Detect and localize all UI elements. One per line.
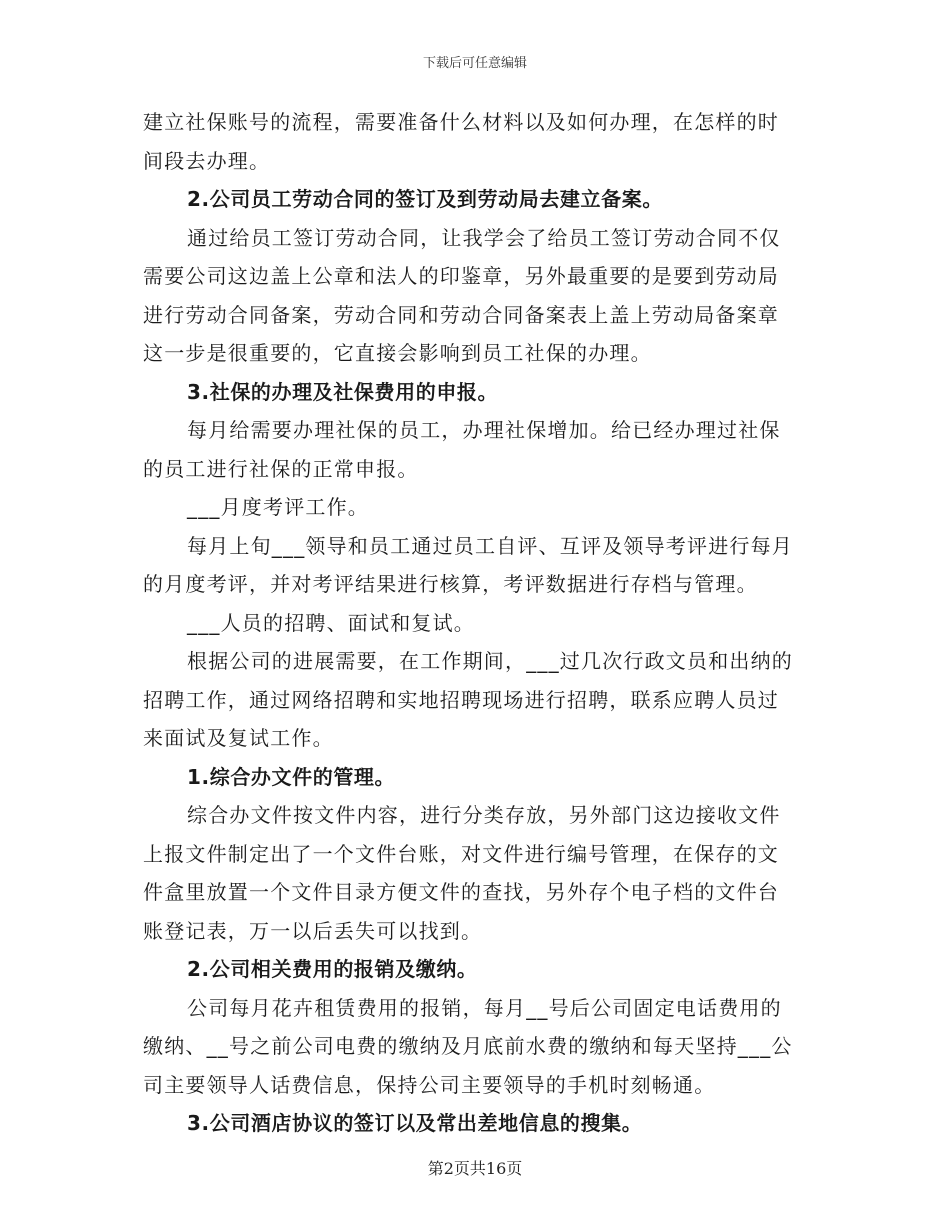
- paragraph-line: 来面试及复试工作。: [143, 726, 334, 750]
- paragraph-line: 每月给需要办理社保的员工，办理社保增加。给已经办理过社保: [187, 418, 781, 442]
- section-heading: 2.公司员工劳动合同的签订及到劳动局去建立备案。: [187, 187, 663, 211]
- page-footer: 第2页共16页: [427, 1159, 523, 1178]
- paragraph-line: 司主要领导人话费信息，保持公司主要领导的手机时刻畅通。: [143, 1072, 716, 1097]
- paragraph-line: 这一步是很重要的，它直接会影响到员工社保的办理。: [143, 341, 652, 365]
- page-header: 下载后可任意编辑: [422, 56, 527, 71]
- paragraph-line: 综合办文件按文件内容，进行分类存放，另外部门这边接收文件: [187, 803, 781, 827]
- paragraph-line: 的月度考评，并对考评结果进行核算，考评数据进行存档与管理。: [143, 572, 758, 596]
- paragraph-line: ___月度考评工作。: [187, 495, 369, 519]
- paragraph-line: 缴纳、__号之前公司电费的缴纳及月底前水费的缴纳和每天坚持___公: [143, 1034, 793, 1058]
- paragraph-line: 需要公司这边盖上公章和法人的印鉴章，另外最重要的是要到劳动局: [143, 264, 779, 288]
- paragraph-line: 公司每月花卉租赁费用的报销，每月__号后公司固定电话费用的: [187, 995, 782, 1020]
- paragraph-line: 根据公司的进展需要，在工作期间，___过几次行政文员和出纳的: [187, 649, 793, 673]
- section-heading: 3.公司酒店协议的签订以及常出差地信息的搜集。: [187, 1111, 643, 1135]
- paragraph-line: 的员工进行社保的正常申报。: [143, 456, 419, 481]
- paragraph-line: ___人员的招聘、面试和复试。: [187, 610, 475, 635]
- paragraph-line: 账登记表，万一以后丢失可以找到。: [143, 918, 483, 943]
- paragraph-line: 进行劳动合同备案，劳动合同和劳动合同备案表上盖上劳动局备案章: [143, 302, 779, 327]
- paragraph-line: 上报文件制定出了一个文件台账，对文件进行编号管理，在保存的文: [143, 841, 779, 866]
- section-heading: 1.综合办文件的管理。: [187, 764, 396, 789]
- paragraph-line: 通过给员工签订劳动合同，让我学会了给员工签订劳动合同不仅: [187, 225, 781, 250]
- section-heading: 2.公司相关费用的报销及缴纳。: [187, 957, 478, 981]
- paragraph-line: 件盒里放置一个文件目录方便文件的查找，另外存个电子档的文件台: [143, 880, 779, 904]
- section-heading: 3.社保的办理及社保费用的申报。: [187, 379, 499, 404]
- paragraph-line: 每月上旬___领导和员工通过员工自评、互评及领导考评进行每月: [187, 533, 793, 558]
- paragraph-line: 建立社保账号的流程，需要准备什么材料以及如何办理，在怎样的时: [143, 110, 779, 134]
- document-body: [143, 103, 811, 1143]
- paragraph-line: 间段去办理。: [143, 148, 271, 173]
- paragraph-line: 招聘工作，通过网络招聘和实地招聘现场进行招聘，联系应聘人员过: [143, 687, 779, 712]
